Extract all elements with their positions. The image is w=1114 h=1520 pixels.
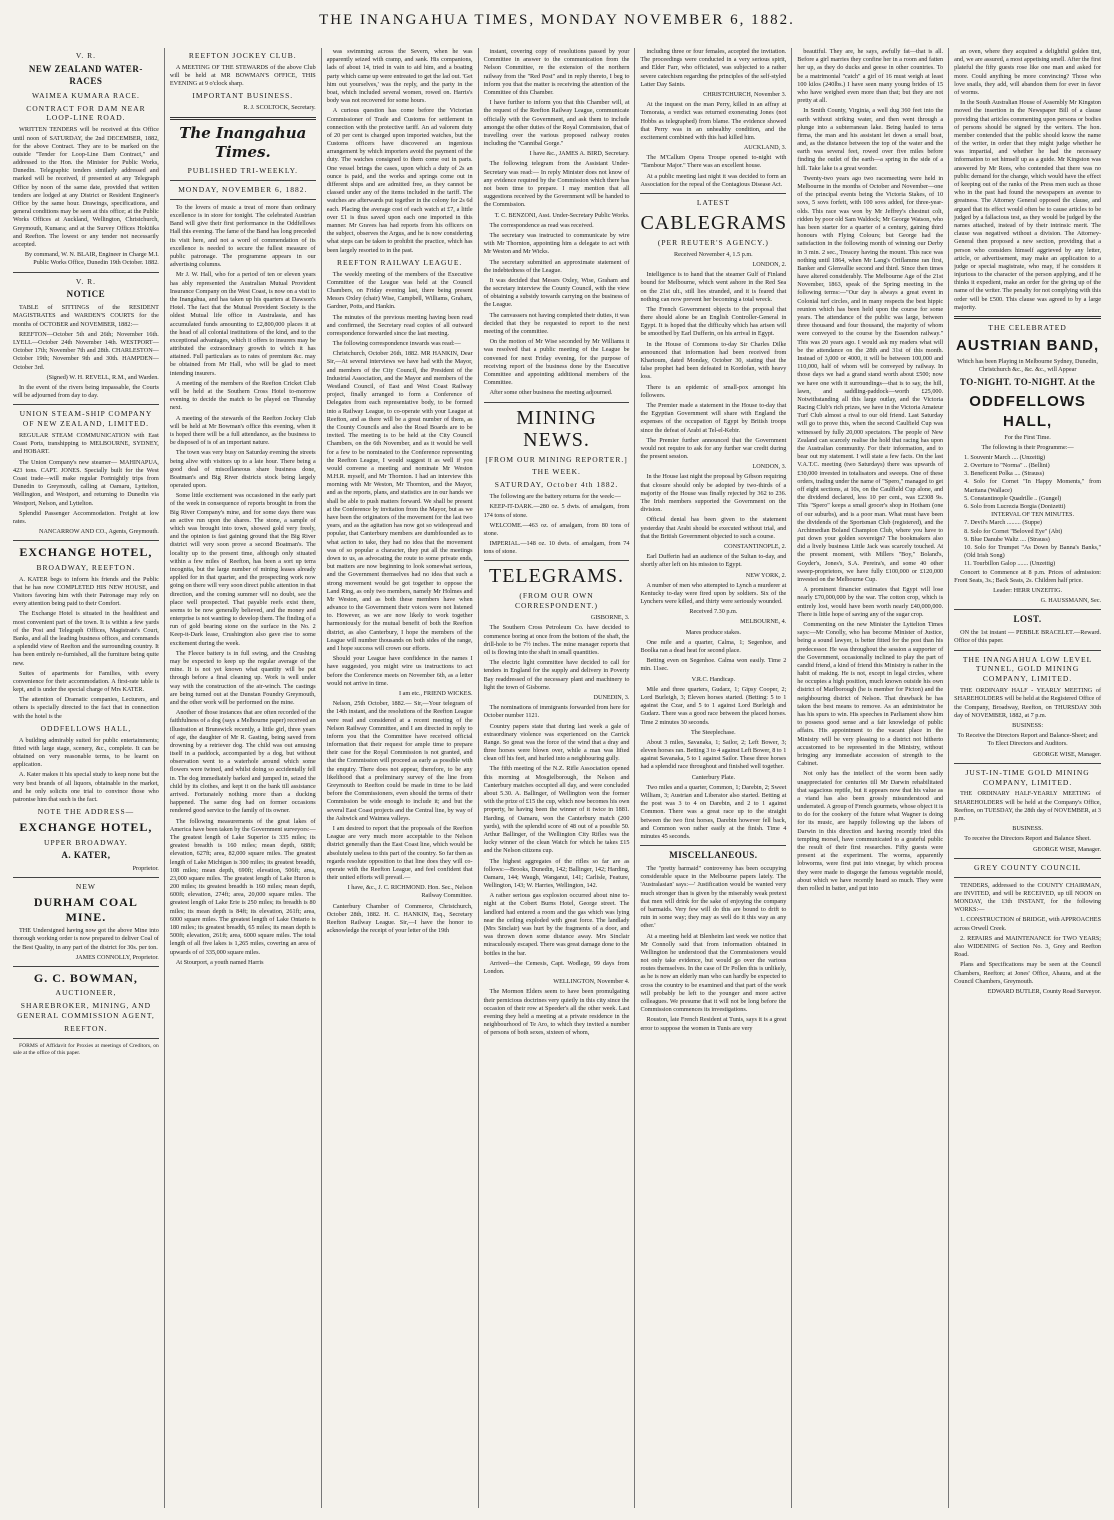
divider [484, 402, 630, 403]
article-paragraph: A curious question has come before the Victorian Commissioner of Trade and Customs for settlement in connection with the protective tariff. An ad valorem duty of 20 per cent is charged upon imported watches, but the Customs officers have discovered an ingenious arrangement by which importers avoid the payment of the duty. The watches consigned to them come out in parts. One vessel brings the cases, upon which a duty of 2s an ounce is paid, and the works and springs come out in different ships and are admitted free, as they cannot be classed under any of the items included in the tariff. The watches are afterwards put together in the colony for 2s 6d each. Placing the average cost of each watch at £7, a little over £1 is thus saved upon each one imported in this manner. Mr Graves has had reports from his officers on the subject, observes the Argus, and he is now considering what steps can be taken to prohibit the practice, which has been largely resorted to in the past. [326, 107, 473, 254]
ad-title: NEW ZEALAND WATER-RACES [28, 63, 143, 86]
programme-item: 2. Overture to "Norma" .. (Bellini) [964, 462, 1050, 470]
ad-subtitle: AUCTIONEER, [55, 988, 117, 998]
ad-footnote: In the event of the rivers being impassable, the Courts will be adjourned from day to day. [13, 383, 159, 400]
letter-signature: I have, &c., J. C. RICHMOND. Hon. Sec., Nelson Railway Committee. [347, 884, 473, 900]
section-subheading: THE WEEK. [532, 467, 581, 477]
divider [954, 877, 1101, 878]
article-paragraph: instant, covering copy of resolutions passed by your Committee in answer to the communication from the Nelson Committee, re the extension of the northern railway from the "Red Post" and in reply thereto, I beg to inform you that the matter is receiving the attention of the Committee of this Chamber. [483, 48, 630, 96]
article-paragraph: The M'Callum Opera Troupe opened to-night with "Tambour Major." There was an excellent house. [640, 154, 787, 170]
battery-return: IMPERIAL.—148 oz. 10 dwts. of amalgam, from 74 tons of stone. [483, 540, 630, 556]
section-date: SATURDAY, October 4th 1882. [494, 480, 619, 490]
ad-signature: NANCARROW AND CO., Agents, Greymouth. [39, 528, 159, 536]
article-paragraph: Canterbury Chamber of Commerce, Christchurch, October 28th, 1882. H. C. HANKIN, Esq., Secretary Reefton Railway League. Sir,—I have the honor to acknowledge the receipt of your letter of the 19th [326, 902, 473, 935]
cable-paragraph: Official denial has been given to the statement yesterday that Arabi should be executed without trial, and that the British Government objected to such a course. [640, 516, 787, 540]
programme-item: 4. Solo for Cornet "In Happy Moments," from Maritana (Wallace) [964, 478, 1102, 494]
article-paragraph: The minutes of the previous meeting having been read and confirmed, the Secretary read copies of all outward correspondence forwarded since the last meeting. [326, 313, 473, 337]
lost-body: ON the 1st instant — PEBBLE BRACELET.—Reward. Office of this paper. [954, 629, 1102, 645]
article-paragraph: A prominent financier estimates that Egypt will lose nearly £70,000,000 by the war. The cotton crop, which is entirely lost, would have been worth nearly £40,000,000. There is little hope of saving any of the sugar crop. [797, 586, 944, 618]
lost-title: LOST. [1013, 614, 1042, 625]
article-paragraph: On the motion of Mr Wise seconded by Mr Williams it was resolved that a public meeting of the League be convened for next Friday evening, for the purpose of receiving report of the business done by the Executive Committee and appointing additional members of the Committee. [483, 338, 630, 387]
received-time: Received 7.30 p.m. [689, 608, 738, 616]
ad-list: To receive the Directors Report and Balance Sheet. [964, 835, 1091, 843]
article-paragraph: At Stourport, a youth named Harris [175, 958, 264, 966]
ad-body: WRITTEN TENDERS will be received at this Office until noon of SATURDAY, the 2nd DECEMBER, 1882, for the above Contract. They are to be marked on the outside "Tender for Loop-Line Dam Contract," and addressed to the Hon. the Minister for Public Works, Dunedin. Telegraphic tenders similarly addressed and marked will be received, if presented at any Telegraph Office by noon of the same date, provided that written tenders are lodged at any District or Resident Engineer's Office by the same hour. Drawings, specifications, and general conditions may be seen at this office; at the Public Works Offices at Auckland, Wellington, Christchurch, Greymouth, Kumara; and at the Survey Offices Hokitika and Reefton. The lowest or any tender not necessarily accepted. [13, 126, 159, 248]
notice-title: REEFTON JOCKEY CLUB. [188, 51, 297, 60]
paper-nameplate: The Inangahua Times. [179, 123, 307, 162]
dateline-location: WELLINGTON, November 4. [553, 978, 630, 986]
programme-item: 8. Solo for Cornet "Beloved Eye" (Abt) [964, 527, 1063, 535]
programme-item: 5. Constantinople Quadrille .. (Gungel) [964, 494, 1062, 502]
article-paragraph: The weekly meeting of the members of the Executive Committee of the League was held at the Council Chambers, on Friday evening last, there being present Messrs Oxley (chair) Wise, Campbell, Williams, Graham, Gardner, Potts, and Hankin. [326, 270, 473, 311]
article-paragraph: an oven, where they acquired a delightful golden tint, and, we are assured, a most appetising smell. After the first plateful the fifty guests rose like one man and asked for more. Could anything be more convincing? Those who love snails, they add, will abandon them for ever in favor of worms. [954, 48, 1102, 96]
article-paragraph: The Mormon Elders seem to have been promulgating their pernicious doctrines very quietly in this city since the occasion of their row at Speeder's all the other week. Last evening they held a meeting at a private residence in the neighbourhood of Te Aro, to which they invited a number of persons of both sexes, sixteen of whom, [483, 988, 630, 1037]
ad-list-item: 1. CONSTRUCTION of BRIDGE, with APPROACHES across Orwell Creek. [954, 916, 1102, 932]
ad-body: The Union Company's new steamer— MAHINAPUA, 423 tons. CAPT. JONES. Specially built for the West Coast trade—will make regular Fortnightly trips from Dunedin to Greymouth, calling at Oamaru, Lyttelton, Wellington, and Westport, and returning to Dunedin via Westport, Nelson, and Lyttelton. [13, 458, 159, 507]
divider [13, 272, 159, 273]
ad-title: JUST-IN-TIME GOLD MINING COMPANY, LIMITED. [965, 767, 1090, 787]
article-paragraph: The fifth meeting of the N.Z. Rifle Association opened this morning at Mosgielborough, the Nelson and Canterbury matches occupied all day, and were concluded about 5.30. A. Ballinger, of Wellington won the former with the prize of £15 the cup, which now becomes his own property, he having been the winner of it twice in 1881. Harding, of Oamaru, won the Canterbury match (200 yards), with the splendid score of 48 out of a possible 50. Arthur Ballinger, of the Wellington City Rifles was the lucky winner of the clean Watch for which he takes £15 and the Nelson citizens cup. [483, 765, 630, 855]
article-paragraph: including three or four females, accepted the invitation. The proceedings were conducted in a very serious spirit, and Elder Farr, who officiated, was subjected to a rather severe catechism regarding the principles of the self-styled Latter Day Saints. [640, 48, 787, 88]
ad-list-item: 2. REPAIRS and MAINTENANCE for TWO YEARS; also WIDENING of Section No. 3, Grey and Reefton Road. [954, 934, 1102, 959]
ad-body: THE ORDINARY HALF - YEARLY MEETING of SHAREHOLDERS will be held at the Registered Office of the Company, Broadway, Reefton, on THURSDAY 30th day of NOVEMBER, 1882, at 7 p.m. [954, 687, 1102, 719]
ad-body: TENDERS, addressed to the COUNTY CHAIRMAN, are INVITED, and will be RECEIVED, up till NOON on MONDAY, the 13th INSTANT, for the following WORKS:— [954, 881, 1102, 914]
ad-title: UNION STEAM-SHIP COMPANY OF NEW ZEALAND, LIMITED. [19, 409, 153, 429]
ad-body: SHAREBROKER, MINING, AND GENERAL COMMISSION AGENT, [17, 1001, 155, 1021]
divider [13, 966, 159, 967]
programme-item: 9. Blue Danube Waltz .... (Strauss) [964, 535, 1050, 543]
article-paragraph: The canvassers not having completed their duties, it was decided that they be requested to report to the next meeting of the committee. [483, 311, 630, 335]
article-paragraph: A rather serious gas explosion occurred about nine to-night at the Cobert Burns Hotel, George street. The landlord had entered a room and the gas which was lying near the ceiling exploded with great force. The landlady (Mrs Sinclair) was hurt by the fragments of a door, and was thrown down some distance away. Mrs Sinclair miraculously escaped. There was great damage done to the bottles in the bar. [483, 892, 630, 957]
cable-paragraph: There is an epidemic of small-pox amongst his followers. [640, 383, 787, 399]
ad-business: BUSINESS. [1012, 825, 1043, 833]
section-heading-misc: MISCELLANEOUS. [669, 850, 758, 861]
article-paragraph: Mr J. W. Hall, who for a period of ten or eleven years has ably represented the Australian Mutual Provident Insurance Company on the West Coast, is now on a visit to the Inangahua, and has taken up his quarters at Dawson's Hotel. The fact that the Mutual Provident Society is the oldest Mutual life office in Australasia, and has accumulated funds amounting to £2,800,000 places it at the head of all colonial institutions of the kind, and to the exceptional advantages, which it offers to insurers may be attributed the extraordinary growth to which it has attained. Full particulars as to rates of premium &c. may be obtained from Mr Hall, who will be glad to meet intending insurers. [169, 271, 316, 377]
article-paragraph: The Fleece battery is in full swing, and the Crushing may be expected to keep up the regular average of the mine. It is not yet known what quantity will be put through before a final cleaning up. Work is well under way with the construction of the air-winch. The castings are being turned out at the Dunstan Foundry Greymouth, and the other work will be performed on the mine. [169, 649, 316, 706]
divider [170, 180, 316, 181]
article-paragraph: A meeting of the stewards of the Reefton Jockey Club will be held at Mr Bowman's office this evening, when it is hoped there will be a full attendance, as the business to be disposed of is of an important nature. [169, 414, 316, 447]
cable-paragraph: Intelligence is to hand that the steamer Gulf of Finland bound for Melbourne, which went ashore in the Red Sea on the 21st ult., still lies stranded, and it is feared that nothing can now prevent her becoming a total wreck. [640, 271, 787, 303]
dateline-location: LONDON, 2. [752, 260, 787, 268]
ad-title: THE INANGAHUA LOW LEVEL TUNNEL, GOLD MINING COMPANY, LIMITED. [962, 654, 1093, 684]
article-paragraph: Christchurch, October 26th, 1882. MR HANKIN, Dear Sir,—At several interviews we have had with the Mayor, and members of the City Council, the President of the Industrial Association, and the Mayor and members of the Westland Council, of East and West Coast Railway project, finally arranged to form a Conference of Delegates from each representative body, to be formed into a Railway League, to co-operate with your League at Reefton, and as there will be a great number of them, as the County Councils and also the Road Boards are to be invited. The meeting is to be held at the City Council Chambers, on the 6th November, and as it would be well for a few to be nominated to the Conference representing the Reefton League, I would suggest it as well if you would convene a meeting and nominate Mr Weston M.H.R. myself, and Mr Thornton. I had an interview this morning with Mr Weston, Mr Thornton, and the Mayor, and as the reports, plans, and statistics are in our hands we shall be able to push matters forward. We shall be present at the Conference by invitation from the Mayor, but as we have been the originators of the movement for the last two years, and as the agitation has now got so widespread and popular, that Canterbury members are dumbfounded as to what action to take, they had no idea that the movement was of so popular a character, they put all the meetings down to us, as advocating the route to some private ends, but matters are now beginning to look somewhat serious, and the Government themselves had no idea that such a strong movement would be got together to oppose the Land Ring, as only two members, namely Mr Holmes and Mr Weston, and as both these members have when advance to the Government their voices were not listened to. However, as we are now likely to work together harmoniously for the mutual benefit of both the Reefton district, as also Canterbury, I hope the members of the League will number thousands on both sides of the range, and I hope success will crown our efforts. [326, 350, 473, 653]
ad-signature: G. HAUSSMANN, Sec. [1040, 597, 1102, 605]
programme-label: The following is their Programme:— [981, 443, 1074, 451]
ad-place: REEFTON. [64, 1023, 108, 1033]
ad-body: A building admirably suited for public entertainments; fitted with large stage, scenery, &c., complete. It can be obtained on very reasonable terms, to be learnt on application. [13, 736, 159, 769]
ad-subtitle: WAIMEA KUMARA RACE. [31, 90, 140, 100]
ad-subtitle: BROADWAY, REEFTON. [36, 562, 136, 572]
cable-paragraph: In the House last night the proposal by Gibson requiring that closure should only be adopted by two-thirds of a majority of the House was finally rejected by 362 to 236. The Irish members supported the Government on the division. [640, 473, 787, 514]
ad-signature: EDWARD BUTLER, County Road Surveyor. [987, 987, 1102, 995]
programme-interval: INTERVAL OF TEN MINUTES. [991, 511, 1075, 519]
cable-paragraph: Earl Dufferin had an audience of the Sultan to-day, and shortly after left on his mission to Egypt. [640, 553, 787, 569]
ad-body: REGULAR STEAM COMMUNICATION with East Coast Ports, transhipping to MELBOURNE, SYDNEY, and HOBART. [13, 432, 159, 456]
ad-leader: Leader: HERR UNZEITIG. [993, 586, 1063, 594]
article-paragraph: The following measurements of the great lakes of America have been taken by the Government surveyors:—The greatest length of Lake Superior is 335 miles; its greatest breadth is 160 miles; mean depth, 688ft; elevation, 627ft; area, 82,000 square miles. The greatest length of Lake Michigan is 300 miles; its greatest breadth, 108 miles; mean depth, 690ft; elevation, 506ft; area, 23,000 square miles. The greatest length of Lake Huron is 200 miles; its greatest breadth is 160 miles; mean depth, 600ft; elevation, 274ft; area, 20,000 square miles. The greatest length of Lake Erie is 250 miles; its breadth is 80 miles; its mean depth is 84ft; its elevation, 261ft; area, 6000 square miles. The greatest length of Lake Ontario is 180 miles; its greatest breadth, 65 miles; its mean depth is 500ft; elevation, 261ft; area, 6000 square miles. The total length of all five lakes is 1,265 miles, covering an area of upwards of of 335,000 square miles. [169, 817, 316, 956]
ad-title-austrian-band: AUSTRIAN BAND, [956, 336, 1100, 354]
ad-note: NOTE THE ADDRESS— [37, 807, 135, 817]
divider [954, 763, 1101, 764]
notice-body: A MEETING OF THE STEWARDS of the above Club will be held at MR BOWMAN'S OFFICE, THIS EVENING at 9 o'clock sharp. [169, 63, 316, 88]
column-6 [792, 48, 949, 1508]
article-paragraph: The following are the battery returns for the week:— [489, 493, 621, 501]
article-paragraph: The "pretty barmaid" controversy has been occupying considerable space in the Melbourne papers lately. The 'Australasian' says:—' Justification would be wanted very much stronger than is given by the miserably weak pretext that men will drink for the sake of enjoying the company of barmaids. Very few will do this are bound to drift to ruin in some way; they may as well do it this way as any other.' [640, 865, 787, 930]
article-paragraph: The following telegram from the Assistant Under-Secretary was read:— In reply Minister does not know of any evidence required by the Commission which there has not been time to prepare. I may mention that all suggestions received by the Government will be handed to the Commission. [483, 160, 630, 209]
article-paragraph: In Smith County, Virginia, a well dug 360 feet into the earth without striking water, and then went through a plunge into a subterranean lake. Being hauled to terra firma, the man and his assistant let down a small boat, and, as the distance between the top of the water and the earth was several feet, rowed over five miles before finding the outlet of the earth—a spring in the side of a hill. Take lake is a great wonder. [797, 107, 944, 172]
letter-signature: T. C. BENZONI, Asst. Under-Secretary Public Works. [494, 211, 630, 219]
column-4 [479, 48, 636, 1508]
article-paragraph: Country papers state that during last week a gale of extraordinary violence was experienced on the Carrick Range. So great was the force of the wind that a dray and three horses were blown over, while a man was lifted clean off his feet, and hurled into a neighbouring gully. [483, 722, 630, 763]
ad-proprietor-role: Proprietor. [132, 865, 159, 873]
article-paragraph: beautiful. They are, he says, awfully fat—that is all. Before a girl marries they confine her in a room and fatten her up, as they do ducks and geese in other countries. To be a matrimonial "catch" a girl of 16 must weigh at least 100 kilos (240lbs.) I have seen many young brides of 15 who have weighed even more than that; but they are not pretty at all. [797, 48, 944, 105]
ad-title: NOTICE [66, 289, 106, 300]
ad-body: Splendid Passenger Accommodation. Freight at low rates. [13, 509, 159, 525]
divider [640, 845, 786, 846]
article-paragraph: The highest aggregates of the rifles so far are as follows:—Brooks, Dunedin, 142; Ballinger, 142; Harding, Oamaru, 144; Waugh, Wanganui, 141; Carlisle, Feature, Wellington, 143; W. Harries, Wellington, 142. [483, 857, 630, 890]
ad-title: G. C. BOWMAN, [33, 970, 138, 985]
ad-body: TABLE of SITTINGS of the RESIDENT MAGISTRATES and WARDEN'S COURTS for the months of OCTOBER and NOVEMBER, 1882:— [13, 304, 159, 328]
cable-paragraph: The French Government objects to the proposal that there should alone be an English Controller-General in Egypt. It is hoped that the difficulty which has arisen will be smoothed by Earl Dufferin, on his arrival in Egypt. [640, 305, 787, 338]
article-paragraph: Not only has the intellect of the worm been sadly unappreciated for centuries till Mr Darwin rehabilitated that sagacious reptile, but it appears now that his value as a viand has also been grossly misunderstood and underrated. A group of French gourmets, whose object it is to do for the cookery of the future what Wagner is doing for its music, are happily following up the labors of Darwin in this direction and having recently tried this tempting morsel, have communicated to a grateful public the result of their first researches. Fifty guests were present at the experiment. The worms, apparently lobworms, were first put into vinegar, by which process they were made to disgorge the famous vegetable mould, about which we have recently heard so much. They were then rolled in batter, and put into [797, 770, 944, 892]
programme-list [954, 454, 1101, 569]
ad-body: Plans and Specifications may be seen at the Council Chambers, Reefton; at Jones' Office, Ahaura, and at the Council Chambers, Greymouth. [954, 961, 1102, 985]
ad-title: NEW [75, 882, 96, 892]
article-paragraph: I am desired to report that the proposals of the Reefton League are very much more acceptable to the Nelson district generally than the East Coast line, which would be absolutely useless to this part of the country. So far then as regards resolute opposition to that line does they will co-operate with the Reefton League, and feel confident that their united efforts will prevail.— [326, 824, 473, 882]
ad-contract: CONTRACT FOR DAM NEAR LOOP-LINE ROAD. [26, 103, 146, 123]
masthead-title: THE INANGAHUA TIMES, MONDAY NOVEMBER 6, 1882. [319, 12, 795, 28]
article-paragraph: Nelson, 25th October, 1882.— Sir,—Your telegram of the 14th instant, and the resolutions of the Reefton League were read and considered at a recent meeting of the Nelson Railway Committee, and I am directed in reply to inform you that the Committee have received official information that their request for ample time to prepare their case for the Royal Commission is not granted, and that the Commission will proceed as early as possible with the enquiry. There does not appear, therefore, to be any likelihood that a preliminary survey of the line from Greymouth to Reefton could be made in time to be laid before the Commissioners, even should the terms of their Commission be wide enough to include it; and but the several East Coast projects and the Central line, by way of the Ashwick and Waimea valleys. [326, 700, 473, 822]
dateline-location: GISBORNE, 3. [590, 614, 630, 622]
article-paragraph: To the lovers of music a treat of more than ordinary excellence is in store for tonight. The celebrated Austrian Band will give their first performance in the Oddfellows Hall this evening. The fame of the Band has long preceded its visit here, and not a word of commendation of its excellence is needed to secure the fullest measure of public patronage. The programme appears in our advertising columns. [169, 203, 316, 269]
ad-body: Suites of apartments for Families, with every convenience for their accommodation. A first-rate table is kept, and is under the special charge of Mrs KATER. [13, 669, 159, 694]
divider [170, 117, 316, 120]
divider [954, 650, 1101, 651]
article-paragraph: The electric light committee have decided to call for tenders in England for the supply and delivery in Poverty Bay readdressed of the necessary plant and machinery to light the town of Gisborne. [483, 659, 630, 691]
article-paragraph: Should your League have confidence in the names I have suggested, you might wire us instructions to act before the Conference meets on November 6th, as a letter would not arrive in time. [326, 655, 473, 687]
article-paragraph: It was decided that Messrs Oxley, Wise, Graham and the secretary interview the County Council, with the view of obtaining a subsidy towards carrying on the business of the League. [483, 276, 630, 309]
section-byline: (PER REUTER'S AGENCY.) [657, 237, 769, 247]
received-time: Received November 4, 1.5 p.m. [674, 250, 753, 258]
ad-tonight: TO-NIGHT. TO-NIGHT. At the [959, 377, 1096, 388]
article-paragraph: In the South Australian House of Assembly Mr Kingston moved the insertion in the Newspaper Bill of a clause providing that articles commenting upon persons or bodies of persons should be signed by the writers. The hon. member contended that the public should know the name of the writer, in order that they might judge whether he was impartial, and whether he had the necessary information to set himself up as a guide. Mr Kingston was answered by Mr Rees, who contended that there was no public demand for the change, which would have the effect of keeping out of the ranks of the Press men such as those who in the past had found the newspapers an avenue to greatness. The Attorney General opposed the clause, and argued that its effect would often be to cause articles to be judged by a fallacious test, as they would be judged by the names attached, instead of by their intrinsic merit. The clause was negatived without a division. The Attorney-General then proposed a new section, providing that a person who considers himself aggrieved by any letter, article, or advertisement, may make an application to a judge or special magistrate, who may, if he considers it injurious to the character of the person applying, and if he thinks it expedient, make an order for the giving up of the name of the writer. The penalty for not complying with this order will be £500. This clause was agreed to by a large majority. [954, 99, 1102, 311]
letter-signature: I have &c., JAMES A. BIRD, Secretary. [529, 150, 630, 158]
dateline-location: AUCKLAND, 3. [743, 144, 787, 152]
programme-item: 11. Tourbillon Galop ....... (Unzeitig) [964, 560, 1056, 568]
dateline-location: LONDON, 3. [752, 463, 787, 471]
ad-body: A. Kater makes it his special study to keep none but the very best brands of all liquors, obtainable in the market, and he only solicits one trial to convince those who patronise him that such is the fact. [13, 771, 159, 804]
ad-business: BUSINESS: [1012, 721, 1044, 729]
newspaper-columns [8, 48, 1106, 1508]
column-1 [8, 48, 165, 1508]
programme-item: 7. Devil's March ......... (Suppe) [964, 519, 1042, 527]
section-heading-mining: MINING NEWS. [516, 406, 597, 451]
section-kicker: LATEST [696, 198, 730, 207]
cable-paragraph: The Premier further announced that the Government would not require to ask for any further war credit during the present session. [640, 436, 787, 461]
divider [954, 316, 1101, 319]
ad-hall: ODDFELLOWS HALL, [969, 392, 1086, 430]
ad-hall: ODDFELLOWS HALL, [40, 723, 132, 733]
article-paragraph: Arrived—the Cemesis, Capt. Wodlege, 99 days from London. [483, 959, 630, 975]
race-heading: Canterbury Plate. [691, 773, 736, 781]
programme-item: 3. Beneficent Polka .... (Strauss) [964, 470, 1045, 478]
divider [640, 193, 786, 194]
cable-paragraph: About 3 miles, Savanaka, 1; Sailor, 2; Left Bower, 3; eleven horses ran. Betting 3 to 4 against Left Bower, 8 to 1 against Savanaka, 5 to 1 against Sailor. These three horses had a splendid race throughout and finished well together. [640, 738, 787, 771]
article-paragraph: The Southern Cross Petroleum Co. have decided to commence boring at once from the bottom of the shaft, the drill-hole to be 7½ inches. The mine manager reports that oil is flowing into the shaft in small quantities. [483, 624, 630, 657]
ad-body: A. KATER begs to inform his friends and the Public that he has now COMPLETED HIS NEW HOUSE, and Visitors favoring him with their Patronage may rely on every attention being paid to their Comfort. [13, 575, 159, 608]
programme-item: 10. Solo for Trumpet "As Down by Banna's Banks," (Old Irish Song) [964, 543, 1102, 560]
column-7 [949, 48, 1106, 1508]
article-paragraph: The following correspondence inwards was read:— [332, 340, 461, 348]
ad-body: THE Undersigned having now got the above Mine into thorough working order is now prepared to deliver Coal of the Best Quality, in any part of the district for 30s. per ton. [13, 927, 159, 951]
cable-paragraph: The Premier made a statement in the House to-day that the Egyptian Government will share with England the expenses of the occupation of Egypt by British troops since the defeat of Arabi at Tel-el-Kebir. [640, 401, 787, 434]
ad-list: To Receive the Directors Report and Balance-Sheet; and To Elect Directors and Auditors. [957, 732, 1098, 748]
article-paragraph: Twenty-two years ago two racemeeting were held in Melbourne in the months of October and November—one of the principal events being the Victoria Stakes, of 10 sovs, 5 sovs forfeit, with 100 sovs added, for three-year-olds. This race was won by Mr Jeffrey's chestnut colt, ridden by poor old Sam Waldock; Mr George Watson, who has been starter for a quarter of a century, gaining third honours with Flying Colours; but George had the satisfaction in the following month of winning our Derby in 3 min. 2 sec., Treacey having the mount. This race was nothing until 1864, when Mr Lang's Oriflamme ran first, Banker and Glenvallie second and third. Since then times have altered considerably. The Melbourne Age of the 21st November, 1863, speak of the Spring meeting in the following terms:—"Our day is always a great event in Colonial turf circles, and in many respects the best hippic reunion which has been held upon the course for some years. The attendance of the public was large, between three thousand and four thousand, the majority of whom were conveyed to the course by the Essendon railway." This was 20 years ago. I would ask my readers what will be the attendance on the 28th and 31st of this month. Instead of 3,000 or 4000, it will be between 100,000 and 110,000, half of whom will be conveyed by railway. In those days we had a grand stand worth about £500; now we have one with it surroundings—that is to say, the hill, lawn, and saddling-paddock—worth £25,000. Notwithstanding all this large outlay, and the Victoria Racing Club's rich prizes, we have in the Victoria Amateur Turf Club almost a rival to our old friend. Last Saturday will go to prove this, when the second Caulfield Cup was witnessed by fully 20,000 spectators. The people of New Zealand can scarcely realise the hold that racing has upon the Australian community. For their information, and to bear out my statement. I will state a few facts. On the last V.A.T.C. meeting (two Saturdays) there was upwards of £30,000 invested in totalisators and sweeps. One of these orders, trading under the name of "Spero," managed to get off eight sections, at 10s, on the Caulfield Cup alone, and the dividend declared, less 10 per cent., was £2308 9s. This "Spero" keeps a small grocer's shop in Hotham (one of our suburbs), and is a poor man. What must have been the dividends of the Sportsman Club (registered), and the Archimedian Boland Champion Club, where you have to put down your golden sovereign? The bookmakers also did a lively business Little Jack was scarcely touched. At the present moment, with Millers "Boy," Boland's, Goyder's, Jones's, S.A. Pereira's, and some 40 other sweep-proprietors, we have fully £100,000 or £120,000 invested on the Melbourne Cup. [797, 174, 944, 583]
ad-title: GREY COUNTY COUNCIL [973, 862, 1082, 872]
ad-signature: By command, W. N. BLAIR, Engineer in Charge M.I. Public Works Office, Dunedin 19th October. 1882. [24, 251, 159, 267]
article-paragraph: At a meeting held at Blenheim last week we notice that Mr Connolly said that from information obtained in Wellington he understood that the Commissioners would not only take evidence, but would go over the various routes themselves. In the case of Dr Pollen this is unlikely, as he is now an elderly man who can hardly be expected to cross the country to be examined and that part of the work will probably be left to the younger and more active colleagues. We presume that it will not be long before the Commission commences its investigations. [640, 932, 787, 1014]
ad-first-time: For the First Time. [1004, 433, 1051, 441]
notice-signature: R. J. SCOLTOCK, Secretary. [243, 104, 316, 112]
column-5 [635, 48, 792, 1508]
cable-paragraph: A number of men who attempted to Lynch a murderer at Kentucky to-day were fired upon by soldiers. Six of the Lynchers were killed, and thirty were seriously wounded. [640, 581, 787, 606]
ad-signature: JAMES CONNOLLY, Proprietor. [75, 953, 159, 961]
divider [170, 199, 316, 200]
ad-footer-sub: UPPER BROADWAY. [44, 837, 128, 847]
article-paragraph: After some other business the meeting adjourned. [489, 389, 613, 397]
dateline-location: DUNEDIN, 3. [593, 693, 630, 701]
divider [13, 877, 159, 878]
divider [484, 560, 630, 561]
article-paragraph: The secretary was instructed to communicate by wire with Mr Thornton, appointing him a delegate to act with Mr Weston and Mr Wicks. [483, 231, 630, 256]
article-paragraph: At a public meeting last night it was decided to form an Association for the repeal of the Contagious Disease Act. [640, 172, 787, 188]
ad-subtitle: Which has been Playing in Melbourne Sydney, Dunedin, Christchurch &c., &c. &c., will Appear [957, 357, 1098, 373]
ad-list: REEFTON—October 5th and 26th; November 16th. LYELL—October 24th November 14th. WESTPORT—October 17th; November 7th and 28th. CHARLESTON—October 19th; November 9th and 30th. HAMPDEN—October 3rd. [13, 330, 159, 371]
cable-paragraph: Two miles and a quarter, Common, 1; Darebin, 2; Sweet William, 3; Austrian and Liberator also started. Betting at the post was 3 to 4 on Darebin, and 2 to 1 against Common. There was a great race up to the straight between the two first horses, Darebin however fell back, and Common won rather easily at the finish. Time 4 minutes 45 seconds. [640, 783, 787, 840]
section-byline: [FROM OUR MINING REPORTER.] [485, 454, 628, 464]
article-paragraph: At the inquest on the man Perry, killed in an affray at Tomorata, a verdict was returned exonerating Jones (not Hobbs as telegraphed) from blame. The evidence showed that Perry was in an unhealthy condition, and the excitement combined with this had killed him. [640, 101, 787, 141]
programme-item: 1. Souvenir March .... (Unzeitig) [964, 453, 1046, 461]
ad-body: THE ORDINARY HALF-YEARLY MEETING of SHAREHOLDERS will be held at the Company's Office, Reefton, on TUESDAY, the 28th day of NOVEMBER, at 3 p.m. [954, 790, 1102, 823]
article-paragraph: A meeting of the members of the Reefton Cricket Club will be held at the Southern Cross Hotel to-morrow evening to decide the match to be played on Thursday next. [169, 379, 316, 412]
race-heading: Mares produce stakes. [685, 628, 741, 636]
race-heading: The Steeplechase. [691, 728, 736, 736]
ad-proprietor: A. KATER, [61, 850, 111, 861]
ad-body: The Exchange Hotel is situated in the healthiest and most convenient part of the town. It is within a few yards of the Post and Telegraph Offices, Magistrate's Court, Banks, and all the leading business offices, and commands a splendid view of Reefton and the surrounding country. It has been entirely re-furnished, all the furniture being quite new. [13, 610, 159, 667]
ad-footer-title: EXCHANGE HOTEL, [19, 820, 153, 835]
ad-signature: GEORGE WISE, Manager. [1033, 750, 1102, 758]
masthead [0, 0, 1114, 44]
article-paragraph: Some little excitement was occasioned in the early part of the week in consequence of reports brought in from the Big River Company's mine, and for some days there was an active run upon the shares. The stone, a sample of which was brought into town, showed gold very freely, and the opinion is fast gaining ground that the Big River district will very soon prove a second Boatman's. The locality up to the present time, although only situated within a few miles of Reefton, has been a sort up terra incognita, but the large number of mining leases already applied for in that quarter, and the prospecting work now going on there will very soon direct public attention in that direction, and the coming summer will no doubt, see the place well prospected. That payable reefs exist there, seems to be now generally believed, and the money and enterprise is not wanting to develop them. The finding of a run of gold bearing stone on the surface in the No. 2 Keep-it-Dark lease, Crushington also gave rise to some excitement during the week. [169, 492, 316, 647]
column-2 [165, 48, 322, 1508]
ad-crest: V. R. [75, 276, 96, 286]
divider [13, 1038, 159, 1039]
dateline: MONDAY, NOVEMBER 6, 1882. [178, 185, 308, 195]
ad-footnote: FORMS of Affidavit for Proxies at meetings of Creditors, on sale at the office of this paper. [13, 1042, 159, 1057]
race-heading: V.R.C. Handicap. [691, 675, 736, 683]
ad-signature: GEORGE WISE, Manager. [1033, 845, 1102, 853]
article-paragraph: The correspondence as read was received. [489, 221, 594, 229]
article-paragraph: Commenting on the new Minister the Lyttelton Times says:—Mr Conolly, who has become Minister of Justice, being a sound lawyer, is better fitted for the post than his predecessor. He was throughout the session a supporter of the Government, occasionally inclined to play the part of candid friend, a kind of friend this Ministry is rather in the habit of making. He is not, except in legal circles, where he occupies a high position, much known outside his own district of Marlborough (he is member for Picton) and the neighbouring district of Nelson. That drawback he has taken the best means to remove. As an administrator he has his spurs to win. His speeches in Parliament show him to possess good sense and a fair knowledge of public affairs. His appointment to the vacant place in the Ministry will be very pleasing to a district not hitherto accustomed to be represented in the Ministry, without bringing any immediate accession of strength to the Cabinet. [797, 620, 944, 768]
battery-return: KEEP-IT-DARK.—280 oz. 5 dwts. of amalgam, from 174 tons of stone. [483, 503, 630, 519]
dateline-location: CONSTANTINOPLE, 2. [724, 542, 787, 550]
ad-title: DURHAM COAL MINE. [33, 895, 138, 924]
paper-subtitle: PUBLISHED TRI-WEEKLY. [187, 166, 298, 176]
programme-item: 6. Solo from Lucrezia Borgia (Donizetti) [964, 503, 1066, 511]
ad-signature: (Signed) W. H. REVELL, R.M., and Warden. [46, 373, 159, 381]
divider [13, 540, 159, 541]
battery-return: WELCOME.—463 oz. of amalgam, from 80 tons of stone. [483, 521, 630, 537]
ad-kicker: THE CELEBRATED [988, 323, 1067, 332]
dateline-location: CHRISTCHURCH, November 3. [703, 90, 787, 98]
section-heading-cablegrams: CABLEGRAMS [640, 211, 788, 234]
column-3 [322, 48, 479, 1508]
section-heading: REEFTON RAILWAY LEAGUE. [337, 257, 463, 267]
section-byline: (FROM OUR OWN CORRESPONDENT.) [515, 591, 598, 611]
article-paragraph: Another of those instances that are often recorded of the faithfulness of a dog (says a Melbourne paper) received an illustration at Brunswick recently, a little girl, three years of age, the daughter of Mr R. Gasting, being saved from drowning by a retriever dog. The child was out amusing itself in a paddock, accompanied by a dog, but without observation went to a waterhole around which some flowers were twined, and whilst doing so accidentally fell in. The dog immediately barked and jumped in, seized the child by its clothes, and kept it on the bank till assistance arrived. Fortunately nothing more than a ducking happened. The same dog had on former occasions rendered good service to the family of its owner. [169, 709, 316, 815]
ad-crest: V. R. [75, 51, 96, 60]
article-paragraph: The town was very busy on Saturday evening the streets being alive with visitors up to a late hour. There being a good deal of miscellaneous share business done, Boatman's and Big River districts stock being largely operated upon. [169, 449, 316, 490]
article-paragraph: was swimming across the Severn, when he was apparently seized with cramp, and sank. His companions, lads of about 14, tried in vain to aid him, and a boating party which came up were entreated to get the lad out. 'Get him out yourselves,' was the reply, and the party in the boat, which included several women, rowed on. Harris's body was not recovered for some hours. [326, 48, 473, 105]
article-paragraph: The nominations of immigrants forwarded from here for October number 1121. [483, 704, 630, 720]
divider [13, 404, 159, 405]
article-paragraph: I have further to inform you that this Chamber will, at the request of the Reefton Railway League, communicate officially with the Government, and ask them to include amongst the other duties of the Royal Commission, that of travelling over the various proposed railway routes including the "Cannibal Gorge." [483, 99, 630, 148]
article-paragraph: The secretary submitted an approximate statement of the indebtedness of the League. [483, 258, 630, 274]
divider [954, 858, 1101, 859]
cable-paragraph: One mile and a quarter, Calma, 1; Segenhoe, and Boolka ran a dead heat for second place. [640, 638, 787, 655]
ad-body: The attention of Dramatic companies, Lecturers, and others is specially directed to the fact that in connection with the hotel is the [13, 696, 159, 720]
divider [954, 609, 1101, 610]
notice-business: IMPORTANT BUSINESS. [192, 91, 294, 101]
ad-prices: Concert to Commence at 8 p.m. Prices of admission: Front Seats, 3s.; Back Seats, 2s. Children half price. [954, 568, 1102, 584]
dateline-location: NEW YORK, 2. [745, 571, 787, 579]
letter-signature: I am etc., FRIEND WICKES. [398, 689, 473, 697]
ad-title: EXCHANGE HOTEL, [19, 545, 153, 560]
cable-paragraph: In the House of Commons to-day Sir Charles Dilke announced that information had been received from Khartoum, dated Monday, October 30, stating that the false prophet had been defeated in Kordofan, with heavy loss. [640, 340, 787, 381]
dateline-location: MELBOURNE, 4. [740, 618, 787, 626]
cable-paragraph: Mile and three quarters, Gudarz, 1; Gipsy Cooper, 2; Lord Burleigh, 3; Eleven horses started. (Betting: 5 to 1 against the Czar, and 5 to 1 against Lord Burleigh and Gudarz. There was a good race between the placed horses. Time 2 minutes 30 seconds. [640, 685, 787, 726]
cable-paragraph: Betting even on Segenhoe. Calma won easily. Time 2 min. 11sec. [640, 657, 787, 673]
section-heading-telegrams: TELEGRAMS. [489, 565, 624, 588]
article-paragraph: Rouston, late French Resident at Tunis, says it is a great error to suppose the women in Tunis are very [640, 1016, 787, 1032]
